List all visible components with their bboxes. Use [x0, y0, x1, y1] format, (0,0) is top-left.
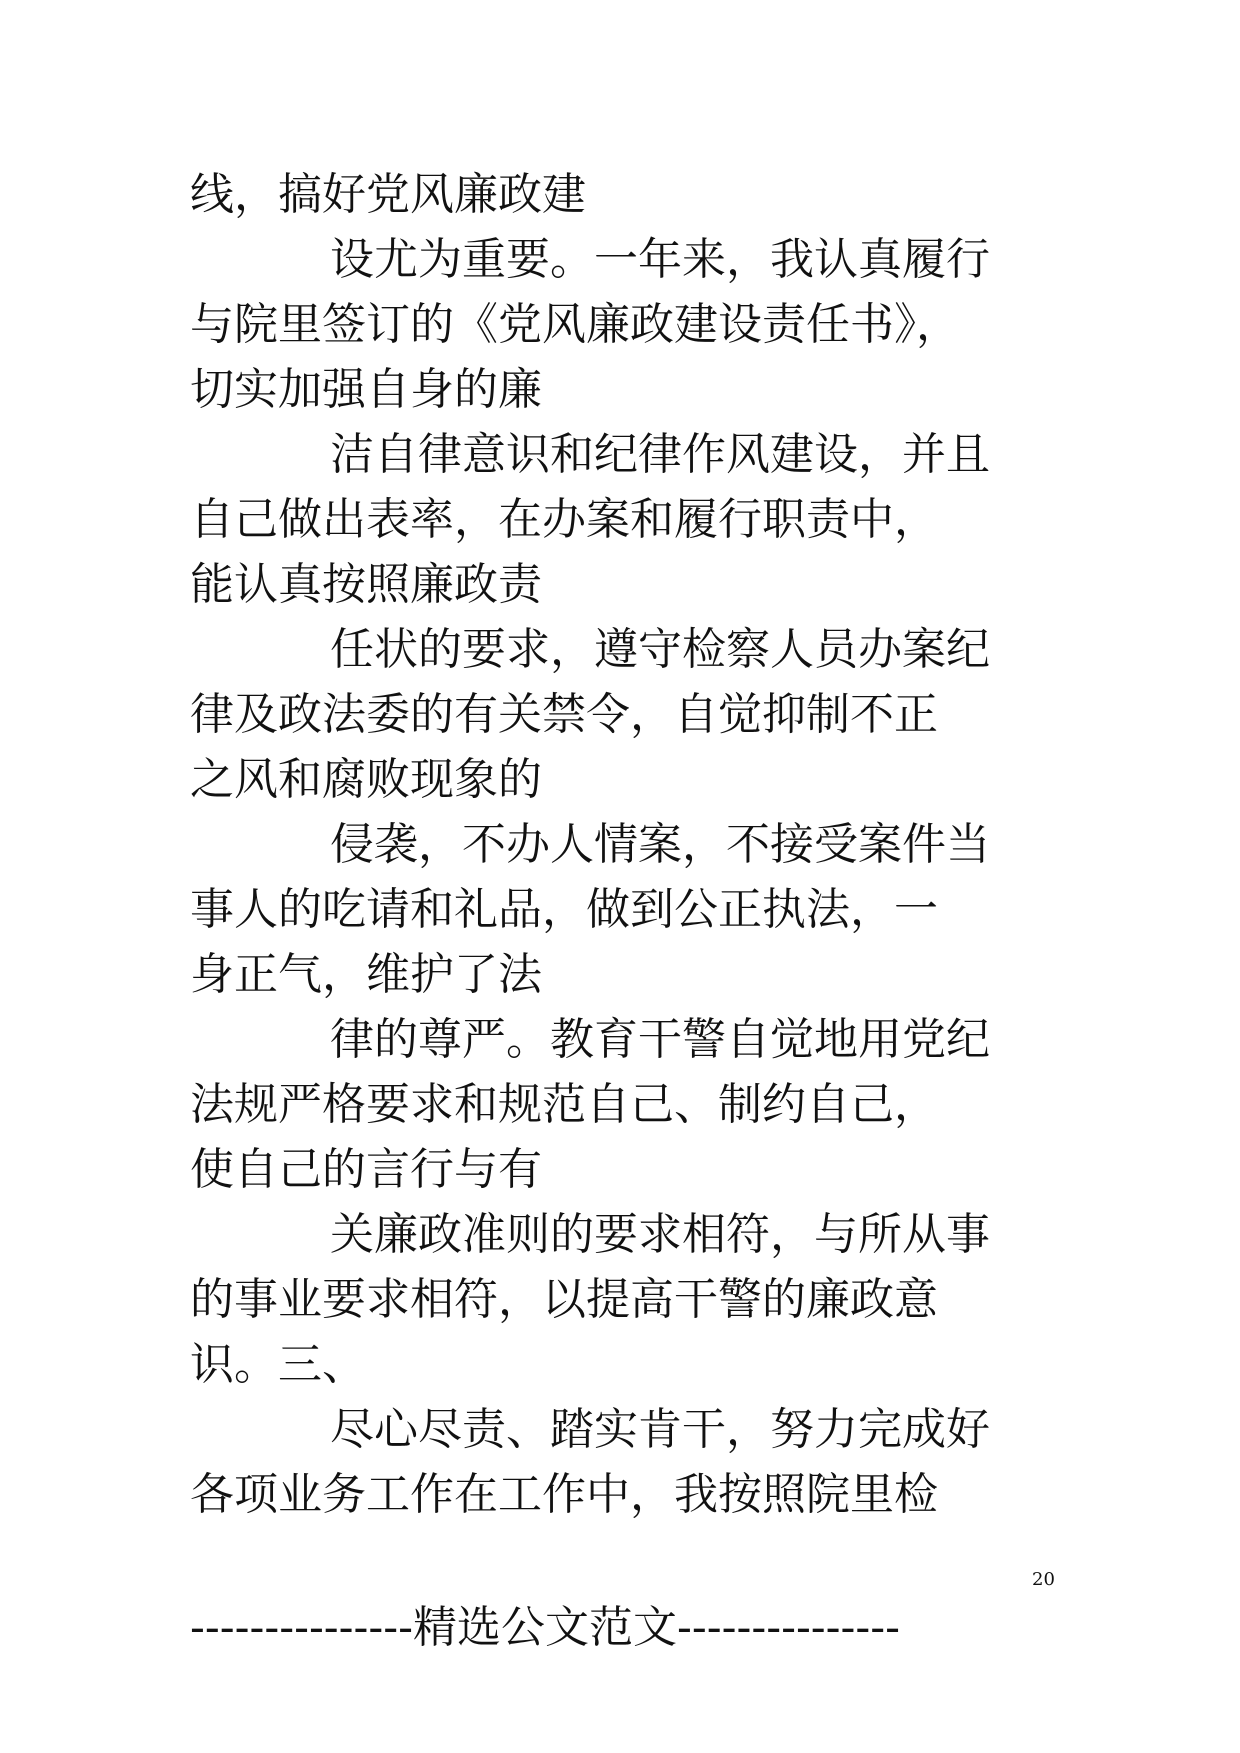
text-line: 律的尊严。教育干警自觉地用党纪	[330, 1014, 990, 1065]
text-line: 各项业务工作在工作中，我按照院里检	[190, 1469, 938, 1520]
text-line: 与院里签订的《党风廉政建设责任书》，	[190, 299, 960, 350]
page-number: 20	[1032, 1569, 1055, 1590]
text-line: 之风和腐败现象的	[190, 754, 542, 805]
text-line: 切实加强自身的廉	[190, 364, 542, 415]
text-line: 线，搞好党风廉政建	[190, 169, 586, 220]
text-line: 设尤为重要。一年来，我认真履行	[330, 234, 990, 285]
text-line: 识。三、	[190, 1339, 366, 1390]
text-line: 洁自律意识和纪律作风建设，并且	[330, 429, 990, 480]
text-line: 律及政法委的有关禁令，自觉抑制不正	[190, 689, 938, 740]
text-line: 事人的吃请和礼品，做到公正执法，一	[190, 884, 938, 935]
text-line: 能认真按照廉政责	[190, 559, 542, 610]
text-line: 尽心尽责、踏实肯干，努力完成好	[330, 1404, 990, 1455]
text-line: 任状的要求，遵守检察人员办案纪	[330, 624, 990, 675]
text-line: 身正气，维护了法	[190, 949, 542, 1000]
text-line: 自己做出表率，在办案和履行职责中，	[190, 494, 938, 545]
text-line: 使自己的言行与有	[190, 1144, 542, 1195]
text-line: 侵袭，不办人情案，不接受案件当	[330, 819, 990, 870]
text-line: 法规严格要求和规范自己、制约自己，	[190, 1079, 938, 1130]
body-text	[190, 162, 1060, 1527]
text-line: 关廉政准则的要求相符，与所从事	[330, 1209, 990, 1260]
footer-banner: ---------------精选公文范文---------------	[190, 1602, 901, 1653]
text-line: 的事业要求相符，以提高干警的廉政意	[190, 1274, 938, 1325]
